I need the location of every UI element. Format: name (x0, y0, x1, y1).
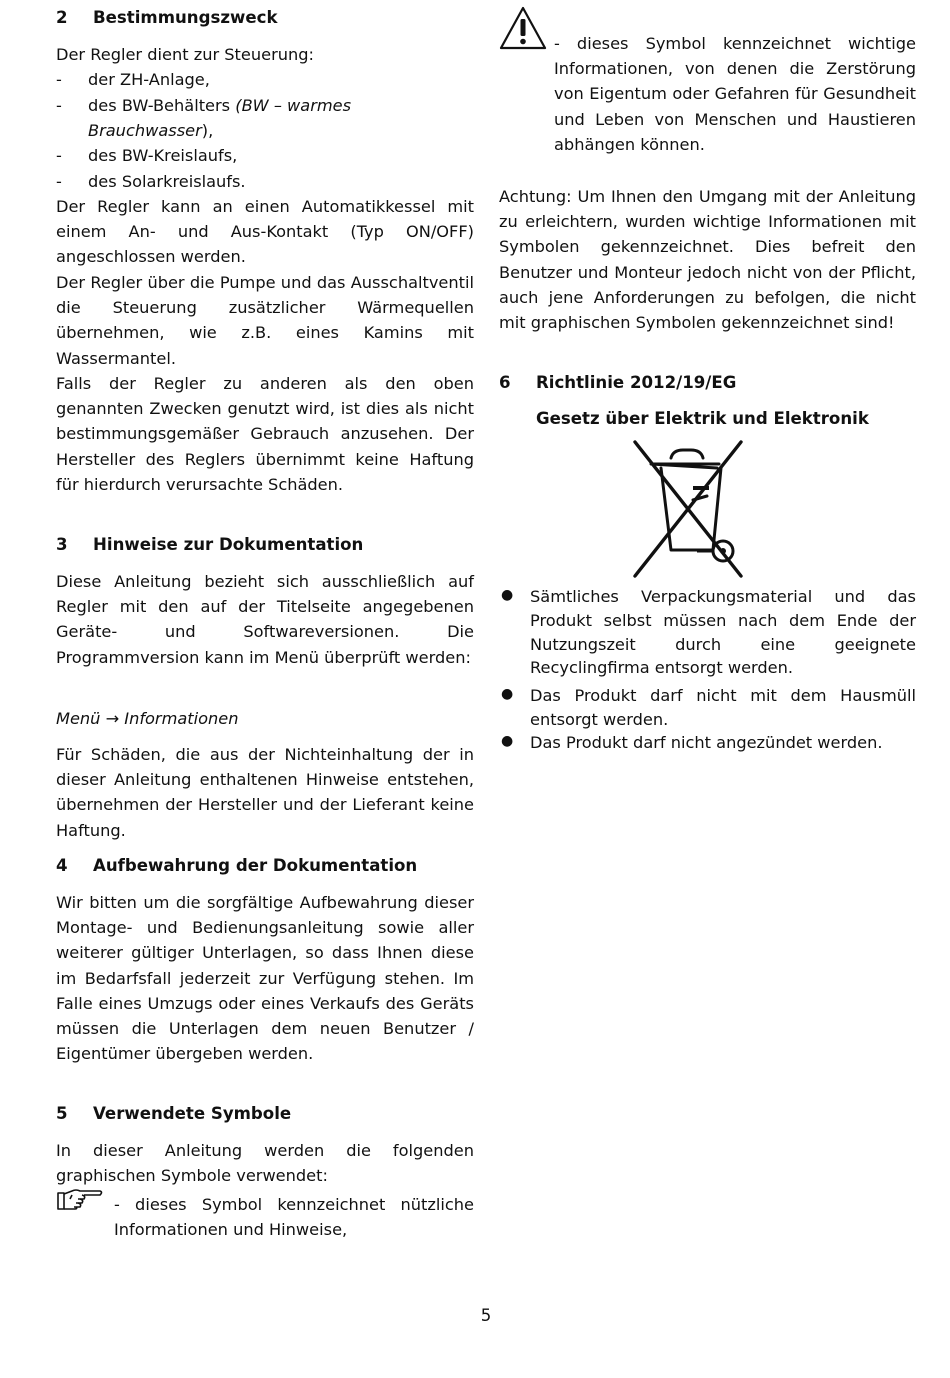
list-item: - der ZH-Anlage, (56, 70, 210, 89)
bullet-icon: ● (501, 587, 514, 603)
section-2-intro: Der Regler dient zur Steuerung: (56, 45, 314, 64)
section-3-heading: 3 Hinweise zur Dokumentation (56, 535, 364, 554)
page-number: 5 (480, 1306, 492, 1325)
section-6-heading: 6 Richtlinie 2012/19/EG (499, 373, 737, 392)
warning-triangle-icon (499, 6, 547, 50)
section-2-paragraph-3: Falls der Regler zu anderen als den oben genannten Zwecken genutzt wird, ist dies als nicht bestimmungsgemäßer Gebrauch anzusehen. Der Hersteller des Reglers übernimmt keine Haftung für hierdurch verursachte Schäden. (56, 374, 474, 494)
section-3-paragraph-1: Diese Anleitung bezieht sich ausschließlich auf Regler mit den auf der Titelseite angegebenen Geräte- und Softwareversionen. Die Programmversion kann im Menü überprüft werden: (56, 572, 474, 667)
section-5-heading: 5 Verwendete Symbole (56, 1104, 292, 1123)
section-6-subtitle: Gesetz über Elektrik und Elektronik (536, 409, 869, 428)
bullet-icon: ● (501, 686, 514, 702)
crossed-out-wheelie-bin-icon (631, 438, 747, 580)
section-2-paragraph-1: Der Regler kann an einen Automatikkessel mit einem An- und Aus-Kontakt (Typ ON/OFF) angeschlossen werden. (56, 197, 474, 267)
section-2-paragraph-2: Der Regler über die Pumpe und das Ausschaltventil die Steuerung zusätzlicher Wärmequellen übernehmen, wie z.B. eines Kamins mit Wassermantel. (56, 273, 474, 368)
attention-note: Achtung: Um Ihnen den Umgang mit der Anleitung zu erleichtern, wurden wichtige Informationen mit Symbolen gekennzeichnet. Dies befreit den Benutzer und Monteur jedoch nicht von der Pflicht, auch jene Anforderungen zu befolgen, die nicht mit graphischen Symbolen gekennzeichnet sind! (499, 187, 916, 333)
warning-symbol-description: - dieses Symbol kennzeichnet wichtige Informationen, von denen die Zerstörung von Eigentum oder Gefahren für Gesundheit und Leben von Menschen und Haustieren abhängen können. (554, 34, 916, 154)
hand-symbol-description: - dieses Symbol kennzeichnet nützliche Informationen und Hinweise, (114, 1195, 474, 1240)
list-item: Sämtliches Verpackungsmaterial und das Produkt selbst müssen nach dem Ende der Nutzungszeit durch eine geeignete Recyclingfirma entsorgt werden. (530, 587, 916, 678)
bullet-icon: ● (501, 733, 514, 749)
list-item: Das Produkt darf nicht angezündet werden. (530, 733, 883, 752)
section-5-intro: In dieser Anleitung werden die folgenden graphischen Symbole verwendet: (56, 1141, 474, 1186)
list-item-continuation: Brauchwasser), (88, 121, 214, 140)
section-4-paragraph: Wir bitten um die sorgfältige Aufbewahrung dieser Montage- und Bedienungsanleitung sowie aller weiterer gültiger Unterlagen, so dass Ihnen diese im Bedarfsfall jederzeit zur Verfügung stehen. Im Falle eines Umzugs oder eines Verkaufs des Geräts müssen die Unterlagen dem neuen Benutzer / Eigentümer übergeben werden. (56, 893, 474, 1064)
section-2-heading: 2 Bestimmungszweck (56, 8, 278, 27)
section-4-heading: 4 Aufbewahrung der Dokumentation (56, 856, 418, 875)
section-3-paragraph-2: Für Schäden, die aus der Nichteinhaltung der in dieser Anleitung enthaltenen Hinweise entstehen, übernehmen der Hersteller und der Lieferant keine Haftung. (56, 745, 474, 840)
list-item: - des Solarkreislaufs. (56, 172, 246, 191)
list-item: Das Produkt darf nicht mit dem Hausmüll entsorgt werden. (530, 686, 916, 729)
menu-path: Menü → Informationen (56, 709, 239, 728)
list-item: - des BW-Behälters (BW – warmes (56, 96, 352, 115)
list-item: - des BW-Kreislaufs, (56, 146, 238, 165)
pointing-hand-icon (56, 1187, 104, 1213)
